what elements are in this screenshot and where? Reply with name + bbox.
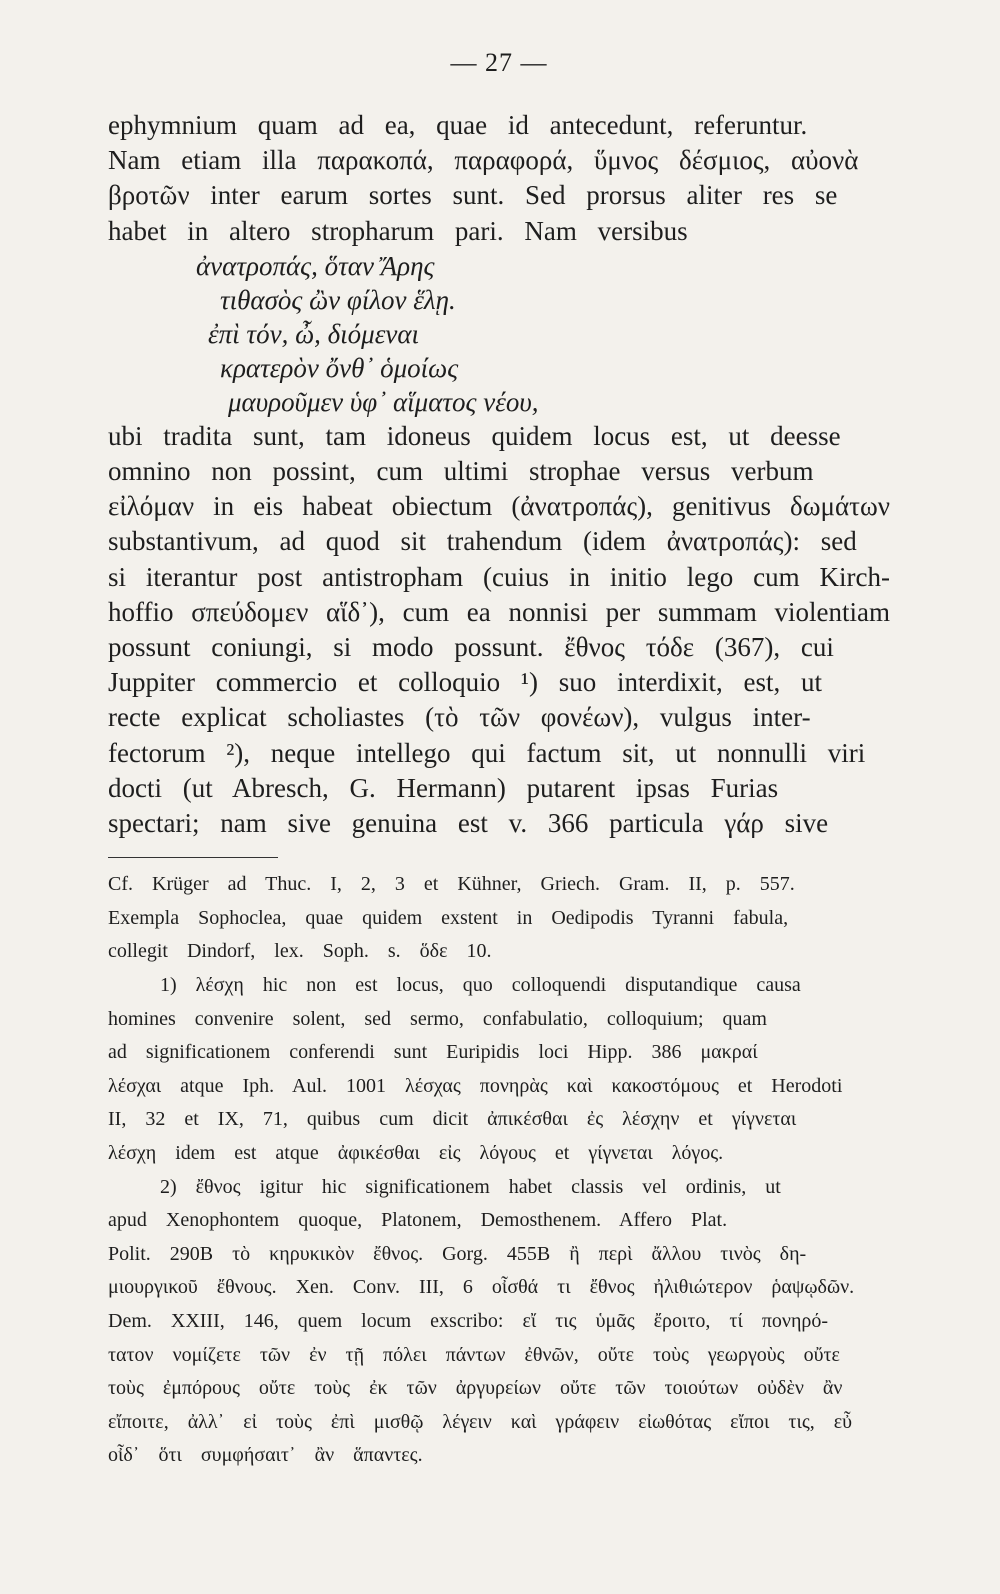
footnote-line: Exempla Sophoclea, quae quidem exstent in Oedipodis Tyranni fabula, <box>108 906 789 929</box>
footnote-line: ad significationem conferendi sunt Euripidis loci Hipp. 386 μακραί <box>108 1041 758 1064</box>
text-line: docti (ut Abresch, G. Hermann) putarent ipsas Furias <box>108 772 779 803</box>
text-line: ἐπὶ τόν, ὦ, διόμεναι <box>208 318 420 349</box>
main-text <box>108 108 910 841</box>
text-line: omnino non possint, cum ultimi strophae versus verbum <box>108 456 814 487</box>
footnote-line: apud Xenophontem quoque, Platonem, Demosthenem. Affero Plat. <box>108 1209 728 1232</box>
footnote-line: Polit. 290B τὸ κηρυκικὸν ἔθνος. Gorg. 455B ἢ περὶ ἄλλου τινὸς δη- <box>108 1242 807 1265</box>
text-line: spectari; nam sive genuina est v. 366 particula γάρ sive <box>108 808 829 839</box>
text-line: Nam etiam illa παρακοπά, παραφορά, ὕμνος δέσμιος, αὐονὰ <box>108 145 859 176</box>
page-number: — 27 — <box>450 48 548 77</box>
footnote-line: τατον νομίζετε τῶν ἐν τῇ πόλει πάντων ἐθνῶν, οὔτε τοὺς γεωργοὺς οὔτε <box>108 1343 840 1366</box>
footnote-line: 2) ἔθνος igitur hic significationem habet classis vel ordinis, ut <box>160 1175 781 1198</box>
text-line: recte explicat scholiastes (τὸ τῶν φονέων), vulgus inter- <box>108 702 811 733</box>
text-line: habet in altero stropharum pari. Nam versibus <box>108 215 688 246</box>
text-line: μαυροῦμεν ὑφ᾽ αἵματος νέου, <box>228 386 539 417</box>
footnote-line: Cf. Krüger ad Thuc. I, 2, 3 et Kühner, Griech. Gram. II, p. 557. <box>108 873 795 896</box>
text-line: βροτῶν inter earum sortes sunt. Sed prorsus aliter res se <box>108 180 838 211</box>
text-line: κρατερὸν ὄνθ᾽ ὁμοίως <box>220 352 459 383</box>
text-line: si iterantur post antistropham (cuius in initio lego cum Kirch- <box>108 561 890 592</box>
text-line: hoffio σπεύδομεν αἵδ᾽), cum ea nonnisi per summam violentiam <box>108 596 890 627</box>
text-line: substantivum, ad quod sit trahendum (idem ἀνατροπάς): sed <box>108 526 857 557</box>
footnote-line: εἴποιτε, ἀλλ᾽ εἰ τοὺς ἐπὶ μισθῷ λέγειν καὶ γράφειν εἰωθότας εἴποι τις, εὖ <box>108 1410 853 1433</box>
footnote-line: μιουργικοῦ ἔθνους. Xen. Conv. III, 6 οἶσθά τι ἔθνος ἠλιθιώτερον ῥαψῳδῶν. <box>108 1276 855 1299</box>
footnote-line: homines convenire solent, sed sermo, confabulatio, colloquium; quam <box>108 1007 767 1030</box>
footnote-line: collegit Dindorf, lex. Soph. s. ὅδε 10. <box>108 940 492 963</box>
text-line: fectorum ²), neque intellego qui factum sit, ut nonnulli viri <box>108 737 866 768</box>
footnote-line: οἶδ᾽ ὅτι συμφήσαιτ᾽ ἂν ἅπαντες. <box>108 1444 423 1467</box>
text-line: ubi tradita sunt, tam idoneus quidem locus est, ut deesse <box>108 420 841 451</box>
footnote-line: Dem. XXIII, 146, quem locum exscribo: εἴ τις ὑμᾶς ἔροιτο, τί πονηρό- <box>108 1309 829 1332</box>
footnote-line: λέσχαι atque Iph. Aul. 1001 λέσχας πονηρὰς καὶ κακοστόμους et Herodoti <box>108 1074 843 1097</box>
text-line: ἀνατροπάς, ὅταν Ἄρης <box>196 250 435 281</box>
footnote-line: τοὺς ἐμπόρους οὔτε τοὺς ἐκ τῶν ἀργυρείων οὔτε τῶν τοιούτων οὐδὲν ἂν <box>108 1377 843 1400</box>
footnote-line: λέσχη idem est atque ἀφικέσθαι εἰς λόγους et γίγνεται λόγος. <box>108 1142 724 1164</box>
footnote-divider <box>108 857 278 858</box>
text-line: τιθασὸς ὢν φίλον ἕλῃ. <box>220 284 456 315</box>
text-line: ephymnium quam ad ea, quae id antecedunt, referuntur. <box>108 110 808 140</box>
footnotes <box>108 868 910 1473</box>
text-line: εἰλόμαν in eis habeat obiectum (ἀνατροπάς), genitivus δωμάτων <box>108 491 890 522</box>
footnote-line: II, 32 et IX, 71, quibus cum dicit ἀπικέσθαι ἐς λέσχην et γίγνεται <box>108 1108 797 1131</box>
text-line: Juppiter commercio et colloquio ¹) suo interdixit, est, ut <box>108 667 822 698</box>
text-line: possunt coniungi, si modo possunt. ἔθνος τόδε (367), cui <box>108 632 834 663</box>
footnote-line: 1) λέσχη hic non est locus, quo colloquendi disputandique causa <box>160 974 801 997</box>
